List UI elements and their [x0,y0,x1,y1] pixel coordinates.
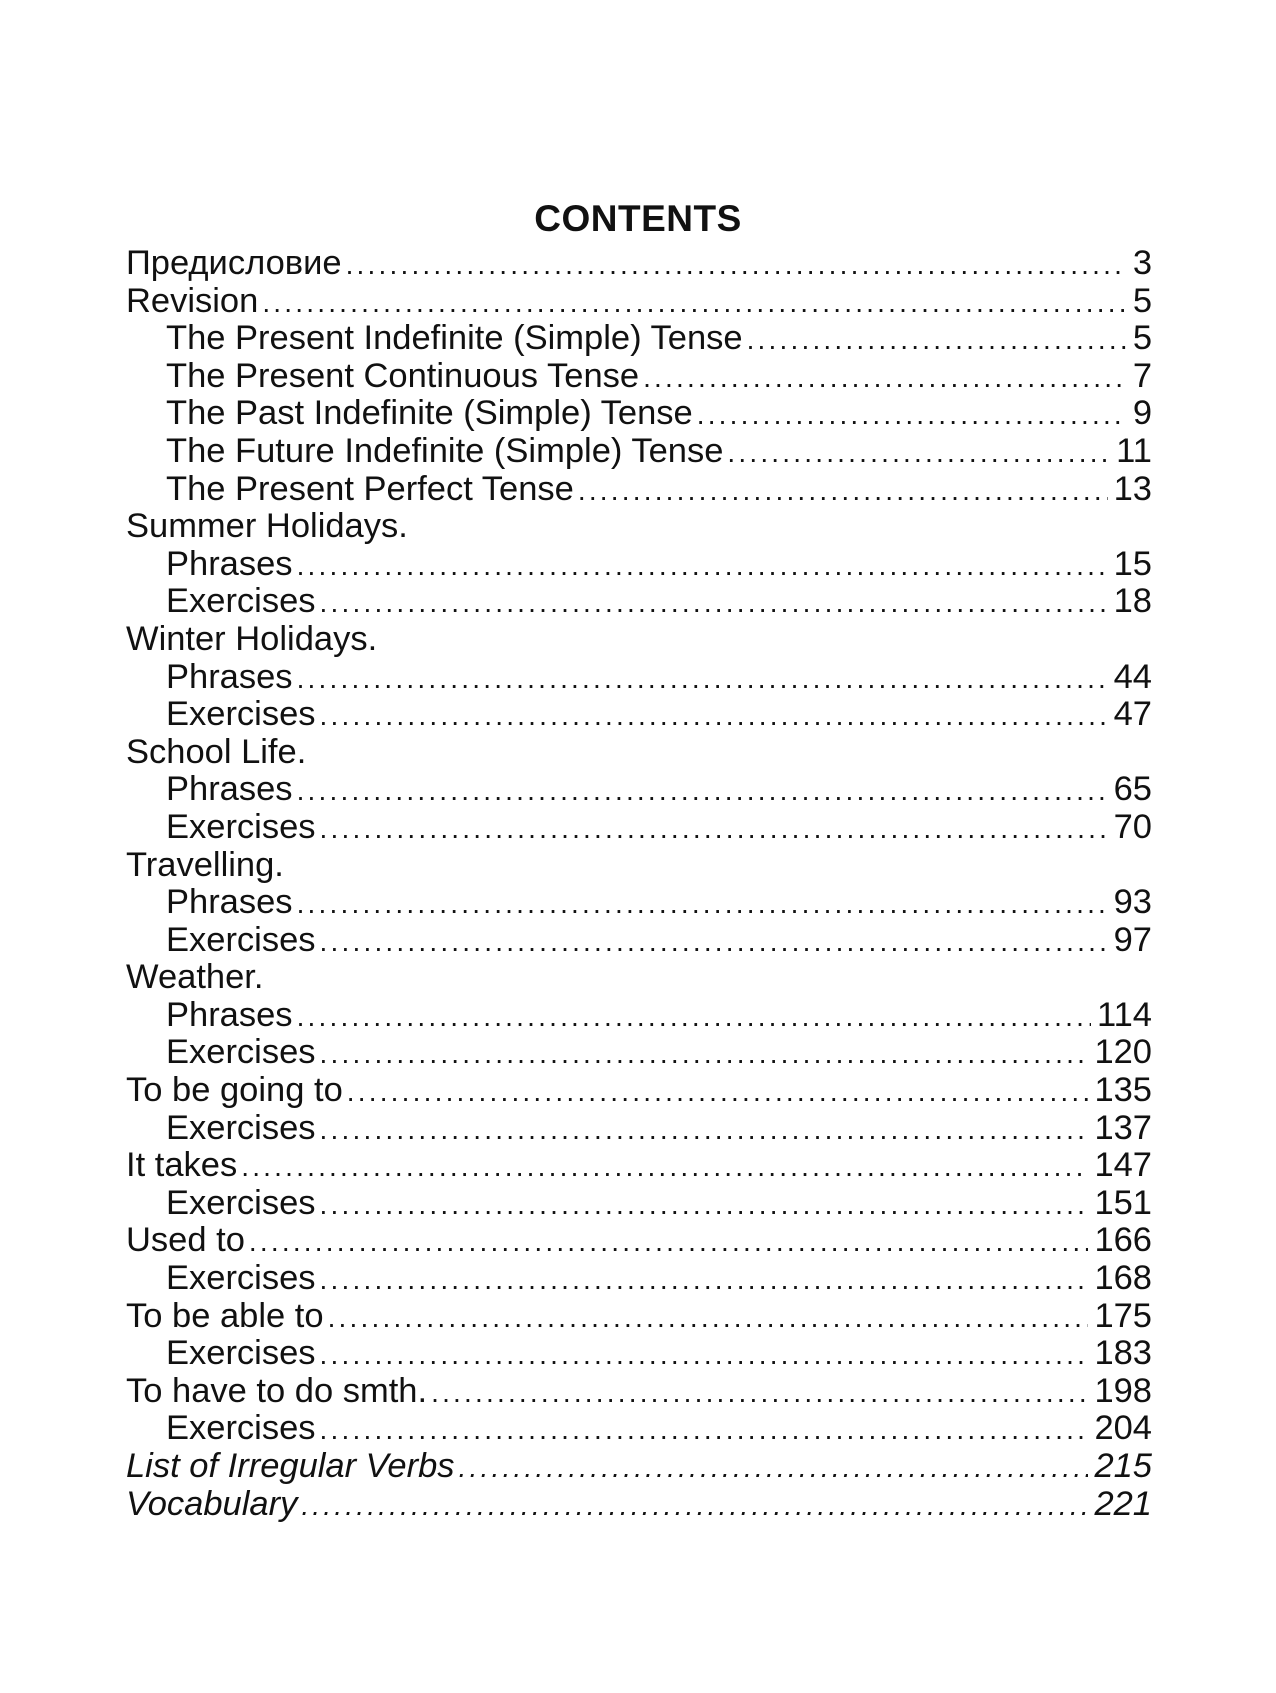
toc-entry-label: Предисловие [126,245,342,282]
toc-entry-label: The Present Perfect Tense [166,470,574,508]
dot-leader [301,1487,1088,1524]
toc-entry-page-number: 135 [1094,1072,1152,1110]
toc-subentry [126,583,1152,621]
toc-entry-page-number: 215 [1094,1448,1152,1485]
toc-entry-label: Winter Holidays. [126,620,378,658]
toc-entry-label: School Life. [126,733,307,771]
dot-leader [297,547,1108,584]
toc-entry-label: To have to do smth. [126,1372,428,1410]
dot-leader [297,660,1108,697]
dot-leader [262,284,1126,321]
toc-entry-label: Used to [126,1222,245,1260]
toc-entry-page-number: 70 [1113,808,1152,846]
toc-entry-label: The Future Indefinite (Simple) Tense [166,432,724,470]
toc-entry-page-number: 114 [1096,996,1152,1034]
toc-subentry [126,884,1152,922]
toc-entry [126,621,1152,659]
toc-entry-page-number: 137 [1094,1109,1152,1147]
toc-entry-page-number: 7 [1132,357,1152,395]
toc-subentry [126,320,1152,358]
toc-subentry [126,546,1152,584]
dot-leader [697,396,1126,433]
dot-leader [320,584,1108,621]
dot-leader [297,772,1108,809]
toc-subentry [126,659,1152,697]
toc-subentry [126,997,1152,1035]
toc-entry-label: Weather. [126,959,264,997]
toc-entry [126,1486,1152,1524]
toc-entry-page-number: 93 [1113,884,1152,922]
toc-entry-page-number: 9 [1132,395,1152,433]
toc-entry [126,508,1152,546]
toc-subentry [126,1110,1152,1148]
toc-subentry [126,433,1152,471]
dot-leader [297,885,1108,922]
dot-leader [727,434,1110,471]
toc-entry-page-number: 5 [1132,282,1152,320]
toc-subentry [126,395,1152,433]
toc-entry-label: The Present Continuous Tense [166,357,640,395]
dot-leader [320,1035,1089,1072]
toc-entry-page-number: 198 [1094,1372,1152,1410]
dot-leader [320,1186,1089,1223]
toc-entry-label: Phrases [166,884,293,922]
toc-entry-label: Phrases [166,545,293,583]
dot-leader [431,1374,1088,1411]
toc-entry-page-number: 18 [1113,583,1152,621]
toc-entry-label: It takes [126,1147,238,1185]
toc-subentry [126,809,1152,847]
dot-leader [346,246,1126,283]
toc-entry [126,283,1152,321]
toc-entry-label: Exercises [166,921,316,959]
toc-entry-page-number: 183 [1094,1335,1152,1373]
toc-entry-label: Phrases [166,658,293,696]
toc-subentry [126,771,1152,809]
toc-subentry [126,1034,1152,1072]
toc-entry-label: To be able to [126,1297,324,1335]
toc-entry [126,1072,1152,1110]
toc-entry-page-number: 147 [1094,1147,1152,1185]
toc-subentry [126,1410,1152,1448]
dot-leader [320,1111,1089,1148]
toc-entry-label: Exercises [166,1260,316,1298]
toc-entry-label: To be going to [126,1072,343,1110]
toc-entry-page-number: 5 [1132,320,1152,358]
toc-entry-page-number: 120 [1094,1034,1152,1072]
toc-entry-page-number: 3 [1132,245,1152,282]
toc-subentry [126,358,1152,396]
dot-leader [320,1411,1089,1448]
toc-entry-label: Exercises [166,583,316,621]
toc-entry-label: Travelling. [126,846,284,884]
toc-entry [126,1448,1152,1486]
toc-entry-page-number: 204 [1094,1410,1152,1448]
toc-entry [126,1147,1152,1185]
table-of-contents [126,245,1152,1523]
toc-subentry [126,1185,1152,1223]
toc-entry-label: Vocabulary [126,1485,298,1523]
toc-entry-label: Exercises [166,1034,316,1072]
toc-entry [126,1373,1152,1411]
toc-entry-page-number: 65 [1113,771,1152,809]
toc-entry-label: Phrases [166,771,293,809]
toc-entry-page-number: 168 [1094,1260,1152,1298]
toc-entry-page-number: 97 [1113,921,1152,959]
page-title: CONTENTS [534,198,742,239]
dot-leader [320,697,1108,734]
dot-leader [241,1148,1088,1185]
dot-leader [249,1223,1089,1260]
toc-entry-page-number: 221 [1094,1485,1152,1523]
toc-entry [126,245,1152,283]
dot-leader [347,1073,1089,1110]
toc-entry [126,1298,1152,1336]
toc-entry [126,847,1152,885]
toc-entry-label: The Present Indefinite (Simple) Tense [166,320,743,358]
toc-entry-label: Exercises [166,808,316,846]
dot-leader [297,998,1091,1035]
toc-subentry [126,696,1152,734]
toc-entry-label: Summer Holidays. [126,508,408,546]
toc-entry-label: Revision [126,282,259,320]
toc-subentry [126,471,1152,509]
toc-subentry [126,1335,1152,1373]
toc-entry [126,959,1152,997]
dot-leader [328,1299,1089,1336]
toc-entry-page-number: 13 [1113,470,1152,508]
toc-entry [126,1222,1152,1260]
toc-entry-label: Exercises [166,1410,316,1448]
toc-entry-label: Phrases [166,996,293,1034]
toc-entry-page-number: 44 [1113,658,1152,696]
dot-leader [578,472,1108,509]
toc-entry-label: The Past Indefinite (Simple) Tense [166,395,693,433]
toc-entry-label: Exercises [166,696,316,734]
dot-leader [320,1261,1089,1298]
dot-leader [747,321,1126,358]
toc-entry-label: Exercises [166,1184,316,1222]
dot-leader [643,359,1126,396]
toc-subentry [126,1260,1152,1298]
dot-leader [459,1449,1089,1486]
toc-entry-page-number: 11 [1116,432,1152,470]
toc-subentry [126,922,1152,960]
dot-leader [320,810,1108,847]
toc-entry-page-number: 151 [1094,1184,1152,1222]
toc-entry-page-number: 47 [1113,696,1152,734]
toc-entry-label: List of Irregular Verbs [126,1448,455,1485]
toc-entry-label: Exercises [166,1335,316,1373]
dot-leader [320,923,1108,960]
toc-entry [126,734,1152,772]
toc-entry-page-number: 175 [1094,1297,1152,1335]
toc-entry-page-number: 15 [1113,545,1152,583]
toc-entry-label: Exercises [166,1109,316,1147]
toc-entry-page-number: 166 [1094,1222,1152,1260]
dot-leader [320,1336,1089,1373]
